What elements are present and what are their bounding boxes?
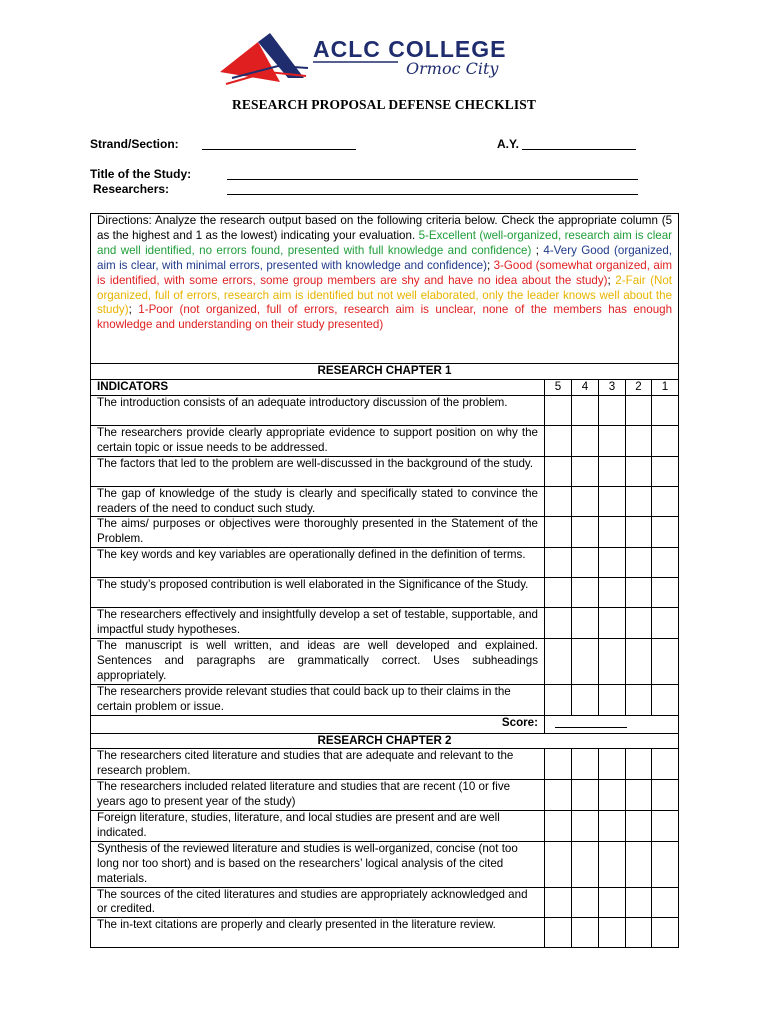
rating-cell-2[interactable] (626, 608, 652, 639)
rating-header-5: 5 (545, 379, 572, 395)
indicator-text: The sources of the cited literatures and studies are appropriately acknowledged and or credited. (91, 887, 545, 918)
rating-cell-4[interactable] (572, 841, 599, 887)
rating-cell-2[interactable] (626, 578, 652, 608)
rating-cell-4[interactable] (572, 486, 599, 517)
rating-poor-description: 1-Poor (not organized, full of errors, research aim is unclear, none of the members has enough knowledge and understanding on their study presented) (97, 303, 673, 332)
rating-cell-1[interactable] (652, 486, 679, 517)
rating-cell-2[interactable] (626, 548, 652, 578)
rating-cell-4[interactable] (572, 395, 599, 425)
table-row (91, 887, 679, 918)
rating-cell-4[interactable] (572, 684, 599, 715)
table-row (91, 780, 679, 811)
rating-cell-2[interactable] (626, 425, 652, 456)
checklist-table (90, 213, 679, 948)
rating-cell-2[interactable] (626, 456, 652, 486)
indicator-text: The in-text citations are properly and clearly presented in the literature review. (91, 918, 545, 948)
rating-header-1: 1 (652, 379, 679, 395)
study-title-field[interactable] (227, 179, 638, 180)
rating-cell-3[interactable] (599, 684, 626, 715)
rating-cell-1[interactable] (652, 578, 679, 608)
indicator-text: The researchers included related literature and studies that are recent (10 or five years ago to present year of the study) (91, 780, 545, 811)
table-row (91, 608, 679, 639)
rating-cell-2[interactable] (626, 517, 652, 548)
rating-cell-5[interactable] (545, 887, 572, 918)
rating-cell-2[interactable] (626, 811, 652, 842)
strand-section-field[interactable] (202, 149, 356, 150)
chapter1-heading: RESEARCH CHAPTER 1 (91, 364, 679, 380)
rating-cell-1[interactable] (652, 425, 679, 456)
rating-cell-1[interactable] (652, 841, 679, 887)
rating-cell-1[interactable] (652, 608, 679, 639)
indicator-text: The manuscript is well written, and ideas are well developed and explained. Sentences and paragraphs are grammatically correct. Uses subheadings appropriately. (91, 639, 545, 685)
academic-year-field[interactable] (522, 149, 636, 150)
rating-cell-5[interactable] (545, 749, 572, 780)
table-row (91, 918, 679, 948)
rating-cell-5[interactable] (545, 578, 572, 608)
rating-cell-5[interactable] (545, 811, 572, 842)
rating-cell-4[interactable] (572, 639, 599, 685)
rating-cell-4[interactable] (572, 780, 599, 811)
score-blank[interactable] (555, 716, 627, 728)
rating-cell-4[interactable] (572, 887, 599, 918)
rating-cell-1[interactable] (652, 548, 679, 578)
study-title-label: Title of the Study: (90, 167, 192, 181)
rating-cell-1[interactable] (652, 918, 679, 948)
rating-cell-3[interactable] (599, 425, 626, 456)
directions-intro: Directions: Analyze the research output based on the following criteria below. Check the appropriate column (5 as the highest and 1 as the lowest) indicating your evaluation. (97, 214, 673, 242)
rating-cell-3[interactable] (599, 639, 626, 685)
rating-header-2: 2 (626, 379, 652, 395)
document-title: RESEARCH PROPOSAL DEFENSE CHECKLIST (232, 97, 536, 112)
indicator-text: The researchers provide clearly appropriate evidence to support position on why the certain topic or issue needs to be addressed. (91, 425, 545, 456)
rating-header-4: 4 (572, 379, 599, 395)
rating-cell-4[interactable] (572, 811, 599, 842)
indicator-text: The study’s proposed contribution is well elaborated in the Significance of the Study. (91, 578, 545, 608)
rating-cell-1[interactable] (652, 749, 679, 780)
table-row (91, 548, 679, 578)
rating-cell-2[interactable] (626, 841, 652, 887)
indicator-text: The introduction consists of an adequate introductory discussion of the problem. (91, 395, 545, 425)
rating-cell-4[interactable] (572, 517, 599, 548)
chapter2-heading: RESEARCH CHAPTER 2 (91, 733, 679, 749)
rating-cell-5[interactable] (545, 548, 572, 578)
rating-cell-5[interactable] (545, 639, 572, 685)
rating-cell-5[interactable] (545, 517, 572, 548)
rating-cell-3[interactable] (599, 749, 626, 780)
indicator-text: The aims/ purposes or objectives were thoroughly presented in the Statement of the Problem. (91, 517, 545, 548)
rating-cell-3[interactable] (599, 456, 626, 486)
rating-cell-5[interactable] (545, 780, 572, 811)
rating-cell-3[interactable] (599, 780, 626, 811)
rating-cell-4[interactable] (572, 608, 599, 639)
table-row (91, 395, 679, 425)
rating-header-3: 3 (599, 379, 626, 395)
rating-good-description: 3-Good (somewhat organized, aim is identified, with some errors, some group members are shy and have no idea about the study) (97, 258, 673, 287)
rating-cell-2[interactable] (626, 684, 652, 715)
rating-cell-5[interactable] (545, 486, 572, 517)
rating-cell-5[interactable] (545, 684, 572, 715)
rating-cell-5[interactable] (545, 456, 572, 486)
chapter1-score-label: Score: (91, 715, 545, 733)
rating-cell-1[interactable] (652, 517, 679, 548)
directions-text: Directions: Analyze the research output based on the following criteria below. Check the appropriate column (5 as the highest and 1 as the lowest) indicating your evaluation. 5-Excellent (well-organized, research aim is clear and well identified, no errors found, presented with full knowledge and confidence) ; 4-Very Good (organized, aim is clear, with minimal errors, presented with knowledge and confidence); 3-Good (somewhat organized, aim is identified, with some errors, some group members are shy and have no idea about the study); 2-Fair (Not organized, full of errors, research aim is identified but not well elaborated, only the leader knows well about the study); 1-Poor (not organized, full of errors, research aim is unclear, none of the members has enough knowledge and understanding on their study presented) (91, 214, 679, 364)
rating-cell-1[interactable] (652, 811, 679, 842)
rating-cell-3[interactable] (599, 887, 626, 918)
svg-text:Ormoc City: Ormoc City (406, 59, 499, 78)
rating-cell-2[interactable] (626, 887, 652, 918)
rating-cell-2[interactable] (626, 486, 652, 517)
college-logo (218, 30, 553, 92)
rating-cell-4[interactable] (572, 456, 599, 486)
table-row (91, 749, 679, 780)
strand-section-label: Strand/Section: (90, 137, 179, 151)
rating-cell-5[interactable] (545, 918, 572, 948)
rating-cell-2[interactable] (626, 639, 652, 685)
rating-fair-description: 2-Fair (Not organized, full of errors, research aim is identified but not well elaborated, only the leader knows well about the study) (97, 273, 673, 317)
rating-cell-1[interactable] (652, 684, 679, 715)
rating-cell-4[interactable] (572, 425, 599, 456)
table-row (91, 841, 679, 887)
indicator-text: The gap of knowledge of the study is clearly and specifically stated to convince the readers of the need to conduct such study. (91, 486, 545, 517)
researchers-label: Researchers: (93, 182, 170, 196)
rating-cell-2[interactable] (626, 749, 652, 780)
table-row (91, 486, 679, 517)
rating-cell-5[interactable] (545, 425, 572, 456)
rating-cell-3[interactable] (599, 486, 626, 517)
rating-cell-3[interactable] (599, 841, 626, 887)
indicator-text: Synthesis of the reviewed literature and studies is well-organized, concise (not too long nor too short) and is based on the researchers’ logical analysis of the cited materials. (91, 841, 545, 887)
rating-cell-5[interactable] (545, 608, 572, 639)
table-row (91, 684, 679, 715)
rating-cell-4[interactable] (572, 578, 599, 608)
academic-year-label: A.Y. (497, 137, 520, 151)
rating-cell-5[interactable] (545, 395, 572, 425)
rating-cell-1[interactable] (652, 456, 679, 486)
researchers-field[interactable] (227, 194, 638, 195)
table-row (91, 639, 679, 685)
rating-excellent-description: 5-Excellent (well-organized, research aim is clear and well identified, no errors found, presented with full knowledge and confidence) (97, 228, 673, 257)
indicator-text: The researchers provide relevant studies that could back up to their claims in the certain problem or issue. (91, 684, 545, 715)
indicator-text: The key words and key variables are operationally defined in the definition of terms. (91, 548, 545, 578)
rating-cell-1[interactable] (652, 780, 679, 811)
rating-cell-3[interactable] (599, 395, 626, 425)
rating-cell-4[interactable] (572, 749, 599, 780)
indicator-text: The researchers effectively and insightfully develop a set of testable, supportable, and impactful study hypotheses. (91, 608, 545, 639)
table-row (91, 456, 679, 486)
rating-very-good-description: 4-Very Good (organized, aim is clear, with minimal errors, presented with knowledge and confidence) (97, 243, 673, 272)
table-row (91, 578, 679, 608)
chapter1-score-field[interactable] (545, 715, 679, 733)
rating-cell-2[interactable] (626, 780, 652, 811)
rating-cell-2[interactable] (626, 918, 652, 948)
rating-cell-4[interactable] (572, 548, 599, 578)
rating-cell-1[interactable] (652, 639, 679, 685)
rating-cell-3[interactable] (599, 578, 626, 608)
rating-cell-4[interactable] (572, 918, 599, 948)
indicator-text: The researchers cited literature and studies that are adequate and relevant to the research problem. (91, 749, 545, 780)
rating-cell-1[interactable] (652, 395, 679, 425)
table-row (91, 811, 679, 842)
table-row (91, 517, 679, 548)
rating-cell-3[interactable] (599, 918, 626, 948)
indicators-header: INDICATORS (91, 379, 545, 395)
table-row (91, 425, 679, 456)
rating-cell-3[interactable] (599, 548, 626, 578)
rating-cell-3[interactable] (599, 608, 626, 639)
rating-cell-1[interactable] (652, 887, 679, 918)
rating-cell-2[interactable] (626, 395, 652, 425)
rating-cell-5[interactable] (545, 841, 572, 887)
rating-cell-3[interactable] (599, 811, 626, 842)
indicator-text: The factors that led to the problem are well-discussed in the background of the study. (91, 456, 545, 486)
rating-cell-3[interactable] (599, 517, 626, 548)
indicator-text: Foreign literature, studies, literature, and local studies are present and are well indicated. (91, 811, 545, 842)
svg-text:ACLC COLLEGE: ACLC COLLEGE (313, 36, 507, 62)
